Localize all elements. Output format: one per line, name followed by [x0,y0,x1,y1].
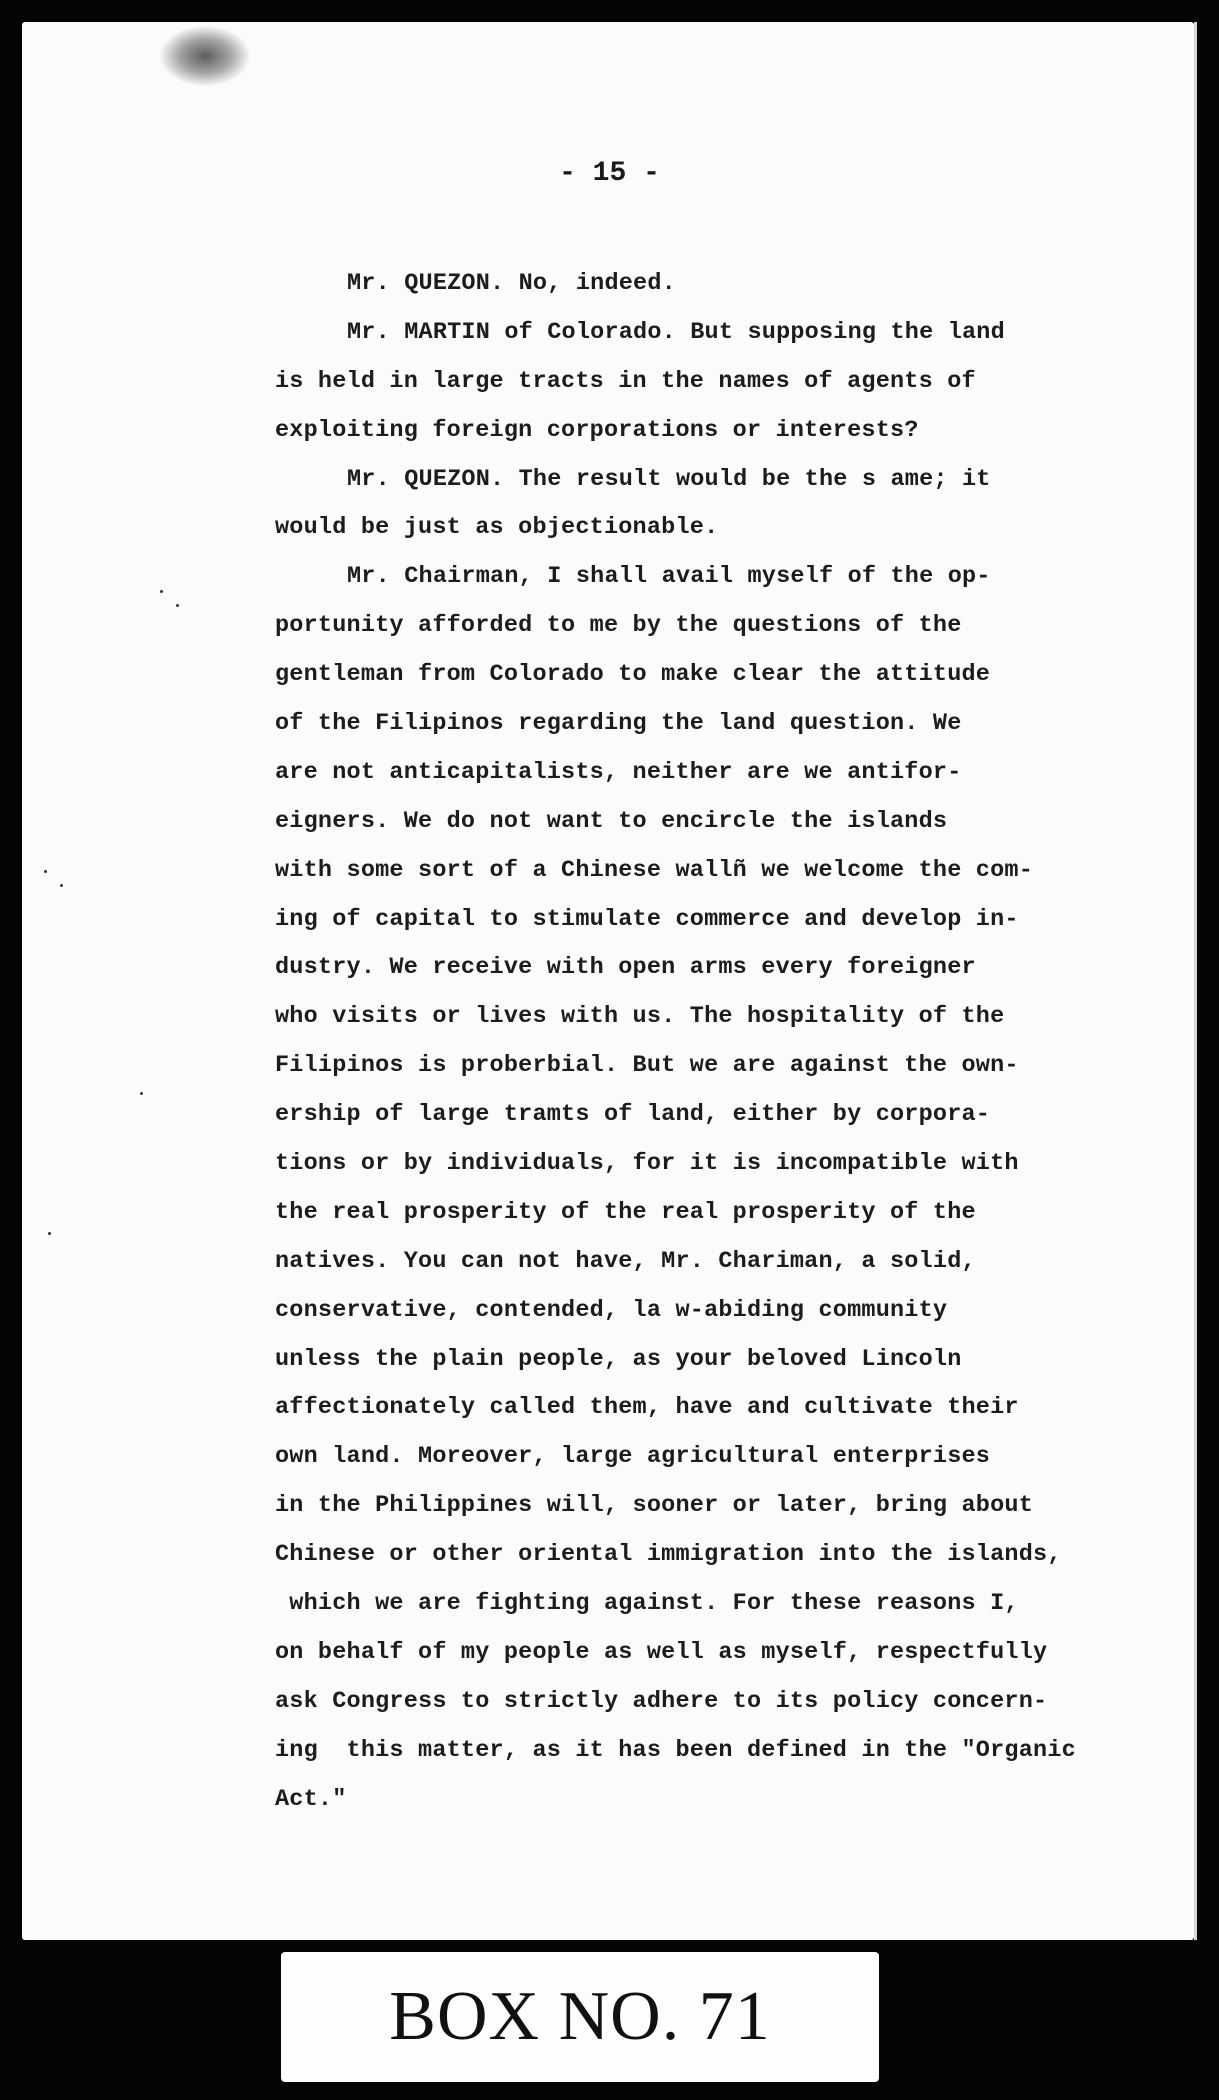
text-line: dustry. We receive with open arms every foreigner [275,954,976,982]
speck [48,1232,51,1235]
speck [60,884,63,887]
speck [44,870,47,873]
page-number: - 15 - [559,158,660,189]
text-line: the real prosperity of the real prosperity of the [275,1198,976,1226]
text-line: which we are fighting against. For these reasons I, [275,1590,1019,1618]
text-line: Mr. MARTIN of Colorado. But supposing the land [347,318,1005,346]
text-line: Act." [275,1785,347,1813]
page-edge [1194,22,1197,1940]
text-line: Filipinos is proberbial. But we are against the own- [275,1052,1019,1080]
text-line: Chinese or other oriental immigration into the islands, [275,1541,1062,1569]
text-line: exploiting foreign corporations or interests? [275,416,919,444]
text-line: with some sort of a Chinese wallñ we welcome the com- [275,856,1034,884]
text-line: ask Congress to strictly adhere to its policy concern- [275,1687,1048,1715]
text-line: ing this matter, as it has been defined in the "Organic [275,1736,1076,1764]
speck [140,1092,143,1095]
text-line: are not anticapitalists, neither are we antifor- [275,758,962,786]
text-line: is held in large tracts in the names of agents of [275,367,976,395]
text-line: would be just as objectionable. [275,514,719,542]
text-line: tions or by individuals, for it is incompatible with [275,1150,1019,1178]
text-line: who visits or lives with us. The hospitality of the [275,1003,1005,1031]
text-line: on behalf of my people as well as myself, respectfully [275,1638,1048,1666]
text-line: conservative, contended, la w-abiding community [275,1296,948,1324]
text-line: Mr. QUEZON. No, indeed. [347,270,676,297]
text-line: portunity afforded to me by the questions of the [275,612,962,640]
text-line: own land. Moreover, large agricultural enterprises [275,1443,991,1471]
box-number-label: BOX NO. 71 [281,1952,879,2082]
speck [160,590,163,593]
text-line: Mr. Chairman, I shall avail myself of the op- [347,563,991,591]
text-line: ing of capital to stimulate commerce and develop in- [275,905,1019,933]
transcript-body [275,260,1095,1825]
text-line: of the Filipinos regarding the land question. We [275,710,962,738]
text-line: Mr. QUEZON. The result would be the s ame; it [347,465,991,493]
text-line: affectionately called them, have and cultivate their [275,1394,1019,1422]
text-line: unless the plain people, as your beloved Lincoln [275,1345,962,1373]
text-line: natives. You can not have, Mr. Chariman, a solid, [275,1247,976,1275]
text-line: eigners. We do not want to encircle the islands [275,807,948,835]
ink-smudge [160,26,250,86]
text-line: in the Philippines will, sooner or later, bring about [275,1492,1034,1520]
text-line: gentleman from Colorado to make clear the attitude [275,661,991,689]
text-line: ership of large tramts of land, either by corpora- [275,1101,991,1129]
speck [176,604,179,607]
